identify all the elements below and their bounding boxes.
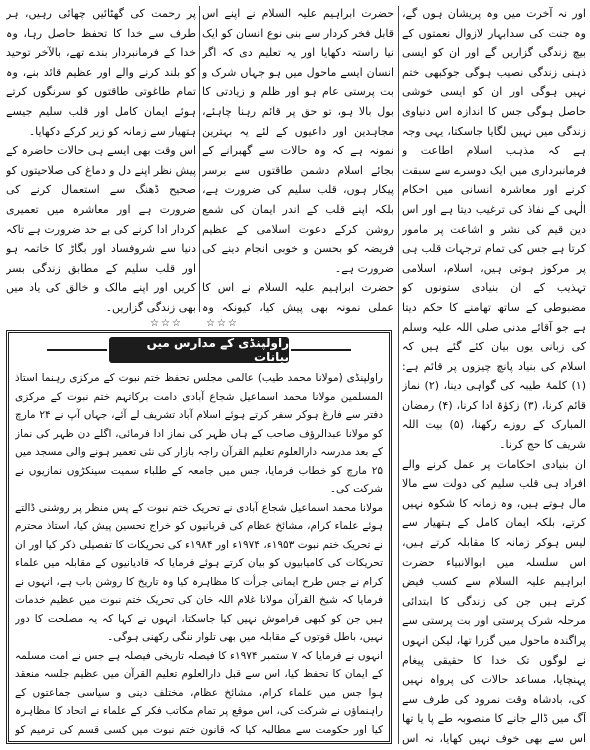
- column-paragraph: ان بنیادی احکامات پر عمل کرنے والے افراد ہی قلب سلیم کی دولت سے مالا مال ہوتے ہیں، وہ زمانہ کا شکوہ نہیں کرتے، بلکہ ایمان کامل کے ہتھیار سے لیس ہوکر زمانہ کا مقابلہ کرتے ہیں، اس سلسلہ میں ابوالانبیاء حضرت ابراہیم علیہ السلام سے کسب فیض کرتے ہیں جن کی زندگی کا ابتدائی مرحلہ شرک پرستی اور بت پرستی سے پراگندہ ماحول میں گزرا تھا، لیکن انہوں نے لوگوں تک خدا کا حقیقی پیغام پہنچایا، مساعد حالات کی پرواہ نہیں کی، بادشاہ وقت نمرود کی طرف سے آگ میں ڈالے جانے کا منصوبہ طے پا یا تھا اس سے بھی خوف نہیں کھایا، نہ اس: [402, 457, 586, 745]
- column-paragraph: پر رحمت کی گھٹائیں چھائی رہیں، ہر طرف سے خدا کا تحفظ حاصل رہا، وہ خدا کے فرمانبردار بندے تھے، بالآخر توحید کو بلند کرنے والے اور عظیم قائد بنے، وہ تمام طاغوتی طاقتوں کو سرنگوں کرتے ہوئے ایمان کامل اور قلب سلیم جیسے ہتھیار سے زمانہ کو زیر کرکے دکھایا۔: [6, 7, 196, 138]
- section-end-stars: ☆☆☆: [206, 318, 239, 329]
- middle-column: [202, 4, 394, 316]
- column-paragraph: اور نہ آخرت میں وہ پریشان ہوں گے، وہ جنت کی سدابہار لازوال نعمتوں کے بیچ زندگی گزاریں گے اور ان کو ایسی ذہنی زندگی نصیب ہوگی جوکبھی ختم نہیں ہوگی اور ان کو ایسی خوشی حاصل ہوگی جس کا اندازہ اس دنیاوی زندگی میں نہیں لگایا جاسکتا، یہی وجہ ہے کہ مذہب اسلام اطاعت و فرمانبرداری میں ایک دوسرے سے سبقت کرنے اور معاشرہ انسانی میں احکام الٰہی کے نفاذ کی ترغیب دیتا ہے اور اس دین قیم کی نشر و اشاعت پر مامور کرتا ہے جس کی تمام ترجہات قلب ہی پر مرکوز ہوتی ہیں، اسلام، اسلامی تہذیب کے ان بنیادی ستونوں کو مضبوطی کے ساتھ تھامنے کا حکم دیتا ہے جو آقائے مدنی صلی اللہ علیہ وسلم کی زبانی یوں بیان کئے گئے ہیں کہ اسلام کی بنیاد پانچ چیزوں پر قائم ہے: (۱) کلمۂ طیبہ کی گواہی دینا، (۲) نماز قائم کرنا، (۳) زکوٰۃ ادا کرنا، (۴) رمضان المبارک کے روزے رکھنا، (۵) بیت اللہ شریف کا حج کرنا۔: [402, 7, 586, 452]
- column-paragraph: حضرت ابراہیم علیہ السلام نے اپنے اس قابل فخر کردار سے بنی نوع انسان کو ایک نیا راستہ دکھایا اور یہ تعلیم دی کہ اگر انسان ایسے ماحول میں ہو جہاں شرک و بت پرستی عام ہو اور ظلم و زیادتی کا بول بالا ہو، تو حق پر قائم رہنا چاہئے، مجاہدین اور داعیوں کے لئے یہ بہترین نمونہ ہے کہ وہ حالات سے گھبرانے کے بجائے اسلام دشمن طاقتوں سے برسر پیکار ہوں، قلب سلیم کی ضرورت ہے، بلکہ اپنے قلب کے اندر ایمان کی شمع روشن کرکے دعوت اسلامی کے عظیم فریضہ کو بحسن و خوبی انجام دینے کی ضرورت ہے۔: [202, 7, 394, 275]
- column-paragraph: اس وقت بھی ایسے ہی حالات حاضرہ کے پیش نظر اپنے دل و دماغ کی صلاحیتوں کو صحیح ڈھنگ سے استعمال کرنے کی ضرورت ہے اور معاشرہ میں تعمیری کردار ادا کرنے کی بے حد ضرورت ہے تاکہ دنیا سے شروفساد اور بگاڑ کا خاتمہ ہو اور قلب سلیم کے مطابق زندگی بسر کریں اور اپنے مالک و خالق کی یاد میں بھی زندگی گزاریں۔: [6, 144, 196, 314]
- left-column: [6, 4, 196, 316]
- article-paragraph: انہوں نے فرمایا کہ ۷ ستمبر ۱۹۷۴ء کا فیصلہ تاریخی فیصلہ ہے جس نے امت مسلمہ کے ایمان کا تحفظ کیا، اس سے قبل دارالعلوم تعلیم القرآن میں عظیم جلسہ منعقد ہوا جس میں علماء کرام، مشائخ عظام، مختلف دینی و سیاسی جماعتوں کے راہنماؤں نے شرکت کی، اس موقع پر تمام مکاتب فکر کے علماء نے اتحاد کا مظاہرہ کیا اور حکومت سے مطالبہ کیا کہ قانون ختم نبوت میں کسی قسم کی ترمیم کو: [15, 649, 383, 736]
- section-end-stars: ☆☆☆: [150, 318, 183, 329]
- column-paragraph: حضرت ابراہیم علیہ السلام نے اس کا عملی نمونہ بھی پیش کیا، کیونکہ وہ: [202, 281, 394, 314]
- article-body: [15, 369, 383, 739]
- column-divider: [199, 6, 200, 312]
- article-title: راولپنڈی کے مدارس میں بیانات: [109, 337, 289, 363]
- news-article-box: [6, 330, 392, 744]
- article-paragraph: راولپنڈی (مولانا محمد طیب) عالمی مجلس تحفظ ختم نبوت کے مرکزی رہنما استاذ المسلمین مولانا محمد اسماعیل شجاع آبادی دامت برکاتہم ختم نبوت کے مرکزی دفتر سے فارغ ہوکر سفر کرتے ہوئے اسلام آباد تشریف لے آئے، جہاں آپ نے ۲۴ مارچ کو مولانا عبدالرؤف صاحب کے ہاں ظہر کی نماز ادا فرمائی، اگلے دن ظہر کی نماز کے بعد مدرسہ دارالعلوم تعلیم القرآن راجہ بازار کی نئی تعمیر ہونے والی مسجد میں ۲۵ مارچ کو خطاب فرمایا، جس میں جامعہ کے طلباء سمیت سینکڑوں نمازیوں نے شرکت کی۔: [15, 372, 383, 495]
- right-column: [402, 4, 586, 746]
- article-paragraph: مولانا محمد اسماعیل شجاع آبادی نے تحریک ختم نبوت کے پس منظر پر روشنی ڈالتے ہوئے علماء کرام، مشائخ عظام کی قربانیوں کو خراج تحسین پیش کیا، استاذ محترم نے تحریک ختم نبوت ۱۹۵۳ء، ۱۹۷۴ء اور ۱۹۸۴ء کی تحریکات کا تفصیلی ذکر کیا اور ان تحریکات کی کامیابیوں کو بیان کرتے ہوئے فرمایا کہ قادیانیوں کے مقابلہ میں علماء کرام نے جس طرح ایمانی جرأت کا مظاہرہ کیا وہ تاریخ کا روشن باب ہے، انہوں نے فرمایا کہ شیخ القرآن مولانا غلام اللہ خان کی تحریک ختم نبوت میں عظیم خدمات ہیں جن کو کبھی فراموش نہیں کیا جاسکتا، انہوں نے کہا کہ یہ مصلحت کا دور نہیں، باطل قوتوں کے مقابلہ میں بھی تلوار ننگی رکھنی ہوگی۔: [15, 501, 383, 643]
- column-divider: [398, 6, 399, 744]
